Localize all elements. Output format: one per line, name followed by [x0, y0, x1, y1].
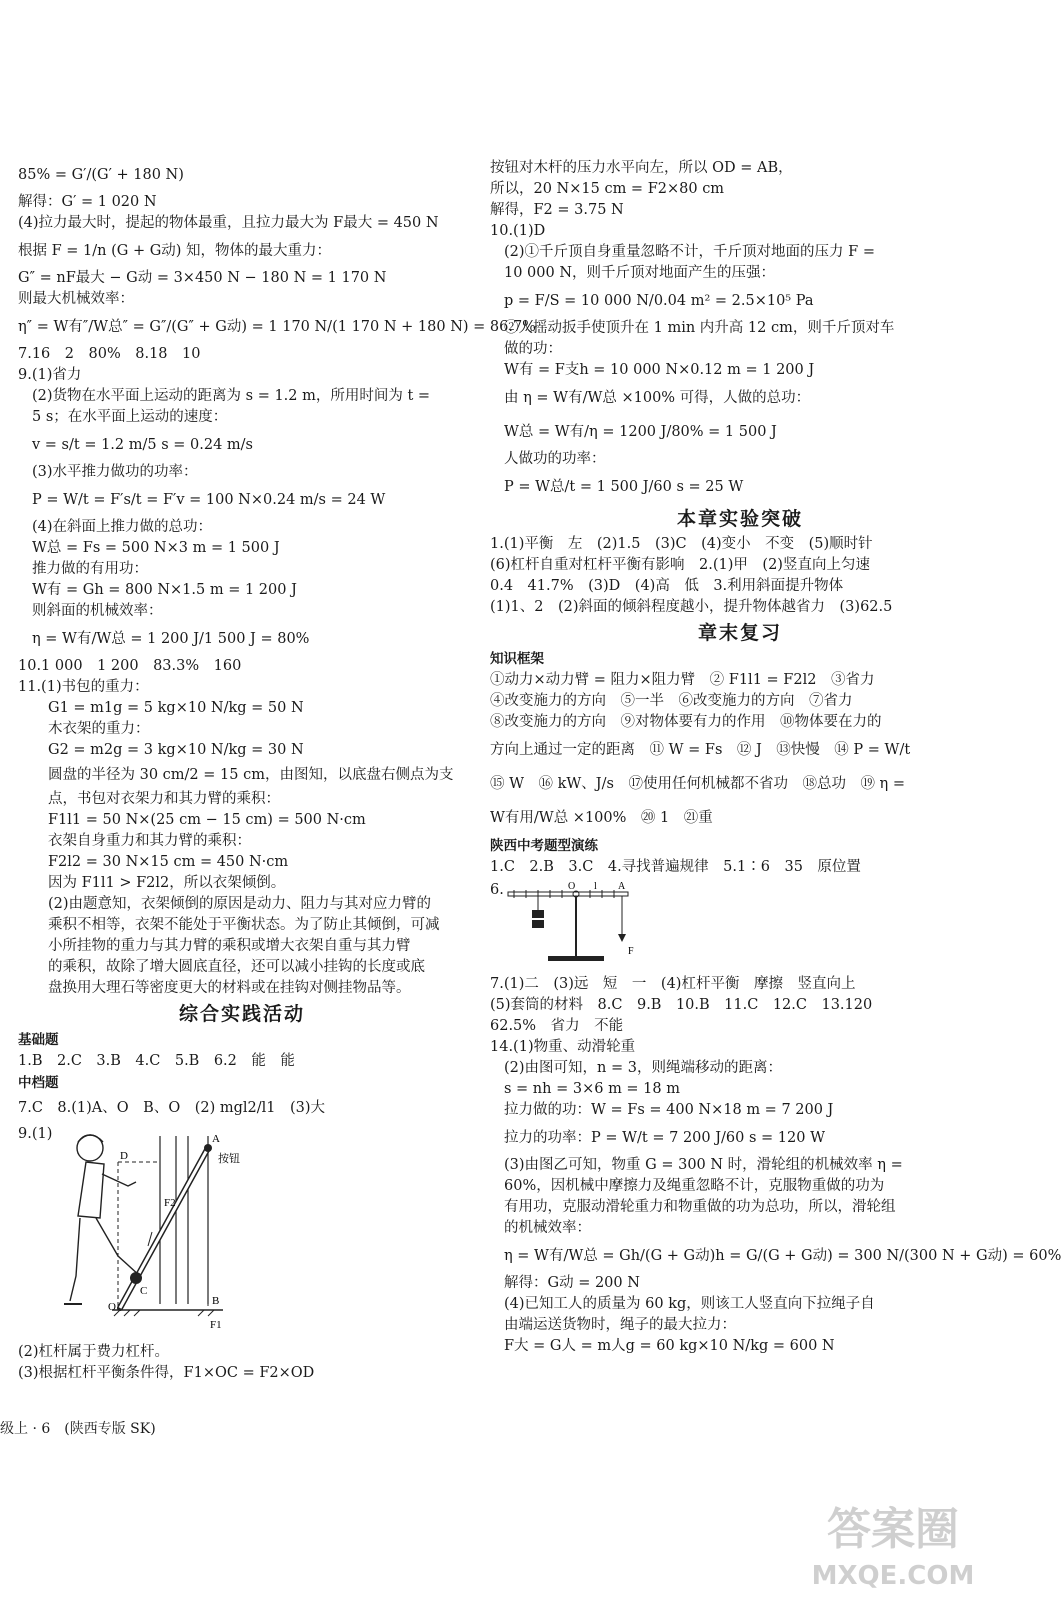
text-line: F2l2 = 30 N×15 cm = 450 N·cm: [48, 854, 289, 870]
subsection-jichu: 基础题: [18, 1032, 59, 1048]
text-line: 10 000 N，则千斤顶对地面产生的压强：: [504, 265, 776, 281]
text-line: 14.(1)物重、动滑轮重: [490, 1039, 636, 1055]
text-line: ⑧改变施力的方向 ⑨对物体要有力的作用 ⑩物体要在力的: [490, 714, 882, 730]
subsection-shaanxi: 陕西中考题型演练: [490, 838, 598, 854]
text-line: W有 = Gh = 800 N×1.5 m = 1 200 J: [32, 582, 297, 598]
text-line: 由端运送货物时，绳子的最大拉力：: [504, 1317, 736, 1333]
watermark-main: 答案圈: [827, 1504, 959, 1555]
text-line: 5 s；在水平面上运动的速度：: [32, 409, 228, 425]
text-line: W有用/W总 ×100% ⑳ 1 ㉑重: [490, 810, 713, 826]
text-line: 做的功：: [504, 341, 562, 357]
text-line: 解得，F2 = 3.75 N: [490, 202, 624, 218]
label-F1: F1: [210, 1319, 222, 1331]
label-A: A: [212, 1133, 220, 1145]
section-title-shiyan: 本章实验突破: [676, 508, 803, 530]
text-line: G1 = m1g = 5 kg×10 N/kg = 50 N: [48, 700, 304, 716]
text-line: 有用功，克服动滑轮重力和物重做的功为总功，所以，滑轮组: [504, 1199, 896, 1215]
text-line: 则斜面的机械效率：: [32, 603, 163, 619]
right-column: [490, 158, 1061, 1357]
subsection-zhongdang: 中档题: [18, 1075, 59, 1091]
text-line: 解得：G动 = 200 N: [504, 1275, 640, 1291]
text-line: (3)水平推力做功的功率：: [32, 464, 198, 480]
text-line: (3)由图乙可知，物重 G = 300 N 时，滑轮组的机械效率 η =: [504, 1157, 903, 1173]
text-line: 60%，因机械中摩擦力及绳重忽略不计，克服物重做的功为: [504, 1178, 885, 1194]
page-footer: 级上 · 6 (陕西专版 SK): [0, 1421, 156, 1437]
text-line: (3)根据杠杆平衡条件得，F1×OC = F2×OD: [18, 1365, 315, 1381]
section-title-zonghe: 综合实践活动: [178, 1003, 305, 1025]
answer-line: 7.C 8.(1)A、O B、O (2) mgl2/l1 (3)大: [18, 1100, 326, 1116]
watermark-url: MXQE.COM: [811, 1561, 975, 1591]
label-l: l: [594, 881, 597, 892]
text-line: (5)套筒的材料 8.C 9.B 10.B 11.C 12.C 13.120: [490, 997, 873, 1013]
label-O: O: [568, 881, 576, 892]
text-line: 的乘积，故除了增大圆底直径，还可以减小挂钩的长度或底: [48, 959, 425, 975]
label-C: C: [140, 1285, 148, 1297]
text-line: 的机械效率：: [504, 1220, 591, 1236]
text-line: 9.(1)省力: [18, 367, 82, 383]
lever-diagram: [48, 1126, 298, 1336]
text-line: G″ = nF最大 − G动 = 3×450 N − 180 N = 1 170 N: [18, 270, 387, 286]
text-line: 拉力做的功：W = Fs = 400 N×18 m = 7 200 J: [504, 1102, 834, 1118]
text-line: 所以，20 N×15 cm = F2×80 cm: [490, 181, 725, 197]
label-A: A: [618, 881, 626, 892]
text-line: ④改变施力的方向 ⑤一半 ⑥改变施力的方向 ⑦省力: [490, 693, 853, 709]
q9-label: 9.(1): [18, 1126, 53, 1142]
text-line: 因为 F1l1 > F2l2，所以衣架倾倒。: [48, 875, 286, 891]
text-line: F1l1 = 50 N×(25 cm − 15 cm) = 500 N·cm: [48, 812, 366, 828]
text-line: 解得：G′ = 1 020 N: [18, 194, 157, 210]
text-line: ⑮ W ⑯ kW、J/s ⑰使用任何机械都不省功 ⑱总功 ⑲ η =: [490, 776, 906, 792]
q6-label: 6.: [490, 882, 504, 898]
subsection-zhishi: 知识框架: [490, 651, 544, 667]
text-line: 拉力的功率：P = W/t = 7 200 J/60 s = 120 W: [504, 1130, 825, 1146]
text-line: P = W总/t = 1 500 J/60 s = 25 W: [504, 479, 744, 495]
text-line: (2)由题意知，衣架倾倒的原因是动力、阻力与其对应力臂的: [48, 896, 432, 912]
text-line: (1)1、2 (2)斜面的倾斜程度越小，提升物体越省力 (3)62.5: [490, 599, 893, 615]
text-line: 人做功的功率：: [504, 451, 606, 467]
text-line: 7.(1)二 (3)远 短 一 (4)杠杆平衡 摩擦 竖直向上: [490, 976, 856, 992]
answer-line: 1.B 2.C 3.B 4.C 5.B 6.2 能 能: [18, 1053, 295, 1069]
text-line: 11.(1)书包的重力：: [18, 679, 149, 695]
label-button: 按钮: [218, 1153, 240, 1165]
figure-q9: [18, 1126, 466, 1336]
text-line: p = F/S = 10 000 N/0.04 m² = 2.5×10⁵ Pa: [504, 293, 814, 309]
text-line: v = s/t = 1.2 m/5 s = 0.24 m/s: [32, 437, 253, 453]
section-title-zhangmo: 章末复习: [697, 622, 782, 644]
label-D: D: [120, 1150, 128, 1162]
text-line: η″ = W有″/W总″ = G″/(G″ + G动) = 1 170 N/(1 170 N + 180 N) = 86.7%: [18, 319, 536, 335]
text-line: 62.5% 省力 不能: [490, 1018, 624, 1034]
label-O: O: [108, 1301, 116, 1313]
text-line: (4)在斜面上推力做的总功：: [32, 519, 213, 535]
text-line: 乘积不相等，衣架不能处于平衡状态。为了防止其倾倒，可减: [48, 917, 440, 933]
text-line: s = nh = 3×6 m = 18 m: [504, 1081, 680, 1097]
text-line: 则最大机械效率：: [18, 291, 134, 307]
text-line: 10.1 000 1 200 83.3% 160: [18, 658, 242, 674]
label-F: F: [628, 946, 634, 957]
text-line: (4)已知工人的质量为 60 kg，则该工人竖直向下拉绳子自: [504, 1296, 875, 1312]
text-line: ①动力×动力臂 = 阻力×阻力臂 ② F1l1 = F2l2 ③省力: [490, 672, 875, 688]
text-line: 由 η = W有/W总 ×100% 可得，人做的总功：: [504, 390, 811, 406]
text-line: (2)由图可知，n = 3，则绳端移动的距离：: [504, 1060, 782, 1076]
figure-q6: [490, 882, 990, 968]
text-line: G2 = m2g = 3 kg×10 N/kg = 30 N: [48, 742, 304, 758]
text-line: 根据 F = 1/n (G + G动) 知，物体的最大重力：: [18, 243, 332, 259]
text-line: 圆盘的半径为 30 cm/2 = 15 cm，由图知，以底盘右侧点为支: [48, 767, 454, 783]
text-line: (2)杠杆属于费力杠杆。: [18, 1344, 170, 1360]
text-line: (2)①千斤顶自身重量忽略不计，千斤顶对地面的压力 F =: [504, 244, 875, 260]
text-line: 1.C 2.B 3.C 4.寻找普遍规律 5.1∶6 35 原位置: [490, 859, 861, 875]
text-line: 0.4 41.7% (3)D (4)高 低 3.利用斜面提升物体: [490, 578, 844, 594]
text-line: 1.(1)平衡 左 (2)1.5 (3)C (4)变小 不变 (5)顺时针: [490, 536, 873, 552]
text-line: W总 = Fs = 500 N×3 m = 1 500 J: [32, 540, 280, 556]
label-F2: F2: [164, 1197, 176, 1209]
text-line: ②人摇动扳手使顶升在 1 min 内升高 12 cm，则千斤顶对车: [504, 320, 895, 336]
text-line: (4)拉力最大时，提起的物体最重，且拉力最大为 F最大 = 450 N: [18, 215, 439, 231]
text-line: W有 = F支h = 10 000 N×0.12 m = 1 200 J: [504, 362, 815, 378]
text-line: η = W有/W总 = Gh/(G + G动)h = G/(G + G动) = 300 N/(300 N + G动) = 60%: [504, 1248, 1061, 1264]
text-line: 7.16 2 80% 8.18 10: [18, 346, 201, 362]
text-line: 点，书包对衣架力和其力臂的乘积：: [48, 791, 280, 807]
text-line: 方向上通过一定的距离 ⑪ W = Fs ⑫ J ⑬快慢 ⑭ P = W/t: [490, 742, 911, 758]
text-line: 衣架自身重力和其力臂的乘积：: [48, 833, 251, 849]
text-line: (2)货物在水平面上运动的距离为 s = 1.2 m，所用时间为 t =: [32, 388, 431, 404]
text-line: 10.(1)D: [490, 223, 546, 239]
text-line: P = W/t = F′s/t = F′v = 100 N×0.24 m/s = 24 W: [32, 492, 386, 508]
text-line: 85% = G′/(G′ + 180 N): [18, 167, 184, 183]
text-line: (6)杠杆自重对杠杆平衡有影响 2.(1)甲 (2)竖直向上匀速: [490, 557, 870, 573]
lever-stand-diagram: [504, 882, 654, 968]
text-line: 盘换用大理石等密度更大的材料或在挂钩对侧挂物品等。: [48, 980, 411, 996]
text-line: η = W有/W总 = 1 200 J/1 500 J = 80%: [32, 631, 310, 647]
watermark-logo: [798, 1492, 988, 1592]
text-line: 推力做的有用功：: [32, 561, 148, 577]
text-line: W总 = W有/η = 1200 J/80% = 1 500 J: [504, 424, 777, 440]
text-line: F大 = G人 = m人g = 60 kg×10 N/kg = 600 N: [504, 1338, 835, 1354]
label-B: B: [212, 1295, 220, 1307]
text-line: 小所挂物的重力与其力臂的乘积或增大衣架自重与其力臂: [48, 938, 411, 954]
text-line: 按钮对木杆的压力水平向左，所以 OD = AB，: [490, 160, 793, 176]
text-line: 木衣架的重力：: [48, 721, 150, 737]
